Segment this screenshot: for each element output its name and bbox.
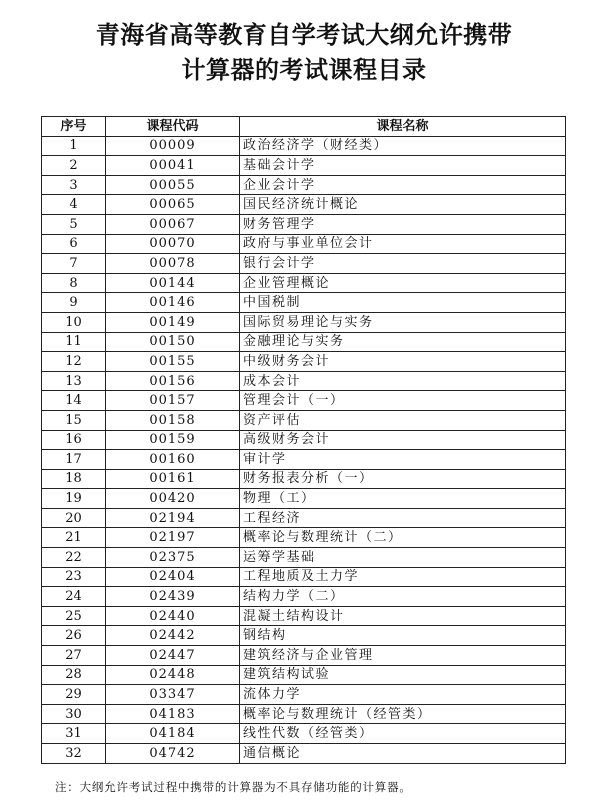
table-row — [42, 626, 566, 646]
course-name: 国际贸易理论与实务 — [240, 312, 566, 332]
course-name: 物理（工） — [240, 489, 566, 509]
document-title-line-1: 青海省高等教育自学考试大纲允许携带 — [95, 21, 513, 49]
course-code: 00065 — [106, 195, 240, 215]
table-row — [42, 254, 566, 274]
row-index: 9 — [42, 293, 106, 313]
course-code: 02442 — [106, 626, 240, 646]
table-header-row — [42, 117, 566, 137]
table-row — [42, 156, 566, 176]
course-code: 00160 — [106, 450, 240, 470]
course-code: 02440 — [106, 606, 240, 626]
table-row — [42, 352, 566, 372]
row-index: 1 — [42, 136, 106, 156]
table-row — [42, 567, 566, 587]
row-index: 11 — [42, 332, 106, 352]
table-row — [42, 371, 566, 391]
table-row — [42, 430, 566, 450]
row-index: 28 — [42, 665, 106, 685]
course-code: 02404 — [106, 567, 240, 587]
course-name: 管理会计（一） — [240, 391, 566, 411]
course-name: 财务报表分析（一） — [240, 469, 566, 489]
course-code: 00078 — [106, 254, 240, 274]
course-code: 00158 — [106, 410, 240, 430]
course-name: 工程地质及土力学 — [240, 567, 566, 587]
row-index: 19 — [42, 489, 106, 509]
table-row — [42, 704, 566, 724]
course-code: 04183 — [106, 704, 240, 724]
course-name: 银行会计学 — [240, 254, 566, 274]
course-code: 00149 — [106, 312, 240, 332]
course-code: 02447 — [106, 646, 240, 666]
course-code: 02375 — [106, 548, 240, 568]
row-index: 13 — [42, 371, 106, 391]
course-code: 02439 — [106, 587, 240, 607]
course-name: 成本会计 — [240, 371, 566, 391]
table-row — [42, 665, 566, 685]
course-name: 运筹学基础 — [240, 548, 566, 568]
course-name: 政治经济学（财经类） — [240, 136, 566, 156]
table-row — [42, 528, 566, 548]
row-index: 18 — [42, 469, 106, 489]
course-code: 00420 — [106, 489, 240, 509]
row-index: 17 — [42, 450, 106, 470]
course-code: 00150 — [106, 332, 240, 352]
course-name: 审计学 — [240, 450, 566, 470]
course-name: 财务管理学 — [240, 214, 566, 234]
course-name: 流体力学 — [240, 685, 566, 705]
course-name: 线性代数（经管类） — [240, 724, 566, 744]
row-index: 14 — [42, 391, 106, 411]
course-name: 基础会计学 — [240, 156, 566, 176]
table-row — [42, 273, 566, 293]
table-row — [42, 410, 566, 430]
course-code: 04184 — [106, 724, 240, 744]
course-code: 02197 — [106, 528, 240, 548]
course-name: 建筑结构试验 — [240, 665, 566, 685]
table-row — [42, 136, 566, 156]
row-index: 31 — [42, 724, 106, 744]
table-row — [42, 293, 566, 313]
table-body — [42, 136, 566, 763]
table-row — [42, 332, 566, 352]
table-row — [42, 685, 566, 705]
course-code: 00067 — [106, 214, 240, 234]
table-row — [42, 469, 566, 489]
course-code: 00055 — [106, 175, 240, 195]
course-table — [41, 116, 566, 764]
course-code: 00041 — [106, 156, 240, 176]
header-course-code: 课程代码 — [106, 117, 240, 137]
course-name: 结构力学（二） — [240, 587, 566, 607]
row-index: 10 — [42, 312, 106, 332]
row-index: 24 — [42, 587, 106, 607]
table-row — [42, 646, 566, 666]
table-row — [42, 508, 566, 528]
course-code: 00070 — [106, 234, 240, 254]
course-code: 03347 — [106, 685, 240, 705]
course-name: 中级财务会计 — [240, 352, 566, 372]
table-row — [42, 587, 566, 607]
row-index: 32 — [42, 744, 106, 764]
course-code: 00155 — [106, 352, 240, 372]
row-index: 22 — [42, 548, 106, 568]
course-name: 通信概论 — [240, 744, 566, 764]
row-index: 4 — [42, 195, 106, 215]
table-row — [42, 234, 566, 254]
row-index: 8 — [42, 273, 106, 293]
table-row — [42, 214, 566, 234]
document-title-line-2: 计算器的考试课程目录 — [181, 56, 427, 84]
table-row — [42, 548, 566, 568]
course-name: 高级财务会计 — [240, 430, 566, 450]
row-index: 27 — [42, 646, 106, 666]
course-name: 国民经济统计概论 — [240, 195, 566, 215]
course-name: 混凝土结构设计 — [240, 606, 566, 626]
course-name: 中国税制 — [240, 293, 566, 313]
course-code: 02194 — [106, 508, 240, 528]
row-index: 29 — [42, 685, 106, 705]
course-code: 00156 — [106, 371, 240, 391]
row-index: 5 — [42, 214, 106, 234]
course-name: 企业管理概论 — [240, 273, 566, 293]
course-name: 概率论与数理统计（经管类） — [240, 704, 566, 724]
course-code: 00009 — [106, 136, 240, 156]
row-index: 21 — [42, 528, 106, 548]
row-index: 2 — [42, 156, 106, 176]
course-code: 04742 — [106, 744, 240, 764]
course-name: 概率论与数理统计（二） — [240, 528, 566, 548]
table-row — [42, 175, 566, 195]
table-row — [42, 606, 566, 626]
course-name: 企业会计学 — [240, 175, 566, 195]
course-code: 00161 — [106, 469, 240, 489]
row-index: 16 — [42, 430, 106, 450]
course-code: 00146 — [106, 293, 240, 313]
course-code: 02448 — [106, 665, 240, 685]
row-index: 26 — [42, 626, 106, 646]
course-name: 钢结构 — [240, 626, 566, 646]
table-row — [42, 724, 566, 744]
table-row — [42, 450, 566, 470]
header-course-name: 课程名称 — [240, 117, 566, 137]
course-name: 政府与事业单位会计 — [240, 234, 566, 254]
footnote: 注：大纲允许考试过程中携带的计算器为不具存储功能的计算器。 — [55, 780, 412, 794]
course-name: 建筑经济与企业管理 — [240, 646, 566, 666]
row-index: 15 — [42, 410, 106, 430]
course-name: 金融理论与实务 — [240, 332, 566, 352]
course-code: 00157 — [106, 391, 240, 411]
table-row — [42, 391, 566, 411]
course-code: 00144 — [106, 273, 240, 293]
row-index: 20 — [42, 508, 106, 528]
row-index: 25 — [42, 606, 106, 626]
row-index: 12 — [42, 352, 106, 372]
course-code: 00159 — [106, 430, 240, 450]
course-name: 资产评估 — [240, 410, 566, 430]
table-row — [42, 312, 566, 332]
course-name: 工程经济 — [240, 508, 566, 528]
row-index: 30 — [42, 704, 106, 724]
table-row — [42, 489, 566, 509]
row-index: 23 — [42, 567, 106, 587]
table-row — [42, 195, 566, 215]
header-index: 序号 — [42, 117, 106, 137]
row-index: 6 — [42, 234, 106, 254]
table-row — [42, 744, 566, 764]
row-index: 3 — [42, 175, 106, 195]
row-index: 7 — [42, 254, 106, 274]
